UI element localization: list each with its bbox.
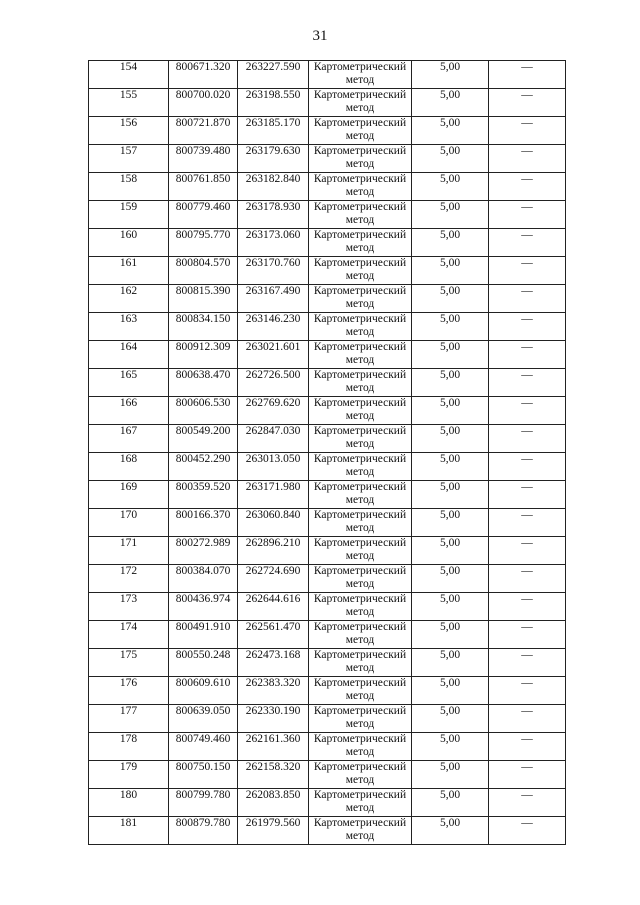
- table-row: [89, 509, 566, 537]
- table-row: [89, 201, 566, 229]
- y-coordinate-cell: 262383.320: [238, 677, 309, 705]
- x-coordinate-cell: 800804.570: [169, 257, 238, 285]
- method-cell: Картометрический метод: [309, 173, 412, 201]
- method-cell: Картометрический метод: [309, 61, 412, 89]
- point-number-cell: 166: [89, 397, 169, 425]
- precision-cell: 5,00: [412, 817, 489, 845]
- point-number-cell: 164: [89, 341, 169, 369]
- point-number-cell: 161: [89, 257, 169, 285]
- point-number-cell: 179: [89, 761, 169, 789]
- precision-cell: 5,00: [412, 201, 489, 229]
- y-coordinate-cell: 262769.620: [238, 397, 309, 425]
- precision-cell: 5,00: [412, 425, 489, 453]
- table-row: [89, 733, 566, 761]
- precision-cell: 5,00: [412, 761, 489, 789]
- point-number-cell: 174: [89, 621, 169, 649]
- table-row: [89, 453, 566, 481]
- description-cell: —: [489, 257, 566, 285]
- table-row: [89, 173, 566, 201]
- method-cell: Картометрический метод: [309, 649, 412, 677]
- point-number-cell: 158: [89, 173, 169, 201]
- description-cell: —: [489, 761, 566, 789]
- precision-cell: 5,00: [412, 397, 489, 425]
- precision-cell: 5,00: [412, 61, 489, 89]
- table-row: [89, 537, 566, 565]
- table-row: [89, 481, 566, 509]
- description-cell: —: [489, 285, 566, 313]
- precision-cell: 5,00: [412, 621, 489, 649]
- description-cell: —: [489, 61, 566, 89]
- point-number-cell: 170: [89, 509, 169, 537]
- point-number-cell: 162: [89, 285, 169, 313]
- table-row: [89, 229, 566, 257]
- table-row: [89, 705, 566, 733]
- y-coordinate-cell: 263013.050: [238, 453, 309, 481]
- table-row: [89, 313, 566, 341]
- table-row: [89, 761, 566, 789]
- method-cell: Картометрический метод: [309, 313, 412, 341]
- table-row: [89, 565, 566, 593]
- precision-cell: 5,00: [412, 537, 489, 565]
- method-cell: Картометрический метод: [309, 201, 412, 229]
- table-row: [89, 285, 566, 313]
- description-cell: —: [489, 705, 566, 733]
- method-cell: Картометрический метод: [309, 677, 412, 705]
- method-cell: Картометрический метод: [309, 593, 412, 621]
- page-number: 31: [312, 28, 328, 44]
- x-coordinate-cell: 800779.460: [169, 201, 238, 229]
- x-coordinate-cell: 800272.989: [169, 537, 238, 565]
- y-coordinate-cell: 262726.500: [238, 369, 309, 397]
- table-row: [89, 89, 566, 117]
- precision-cell: 5,00: [412, 733, 489, 761]
- x-coordinate-cell: 800452.290: [169, 453, 238, 481]
- description-cell: —: [489, 817, 566, 845]
- description-cell: —: [489, 677, 566, 705]
- x-coordinate-cell: 800359.520: [169, 481, 238, 509]
- method-cell: Картометрический метод: [309, 397, 412, 425]
- y-coordinate-cell: 263021.601: [238, 341, 309, 369]
- table-row: [89, 677, 566, 705]
- point-number-cell: 178: [89, 733, 169, 761]
- coordinates-table-body: [89, 61, 566, 845]
- point-number-cell: 154: [89, 61, 169, 89]
- precision-cell: 5,00: [412, 285, 489, 313]
- precision-cell: 5,00: [412, 313, 489, 341]
- description-cell: —: [489, 565, 566, 593]
- method-cell: Картометрический метод: [309, 481, 412, 509]
- table-row: [89, 369, 566, 397]
- point-number-cell: 175: [89, 649, 169, 677]
- y-coordinate-cell: 263198.550: [238, 89, 309, 117]
- y-coordinate-cell: 263167.490: [238, 285, 309, 313]
- x-coordinate-cell: 800739.480: [169, 145, 238, 173]
- description-cell: —: [489, 229, 566, 257]
- table-row: [89, 117, 566, 145]
- x-coordinate-cell: 800491.910: [169, 621, 238, 649]
- x-coordinate-cell: 800750.150: [169, 761, 238, 789]
- table-row: [89, 789, 566, 817]
- precision-cell: 5,00: [412, 117, 489, 145]
- method-cell: Картометрический метод: [309, 117, 412, 145]
- method-cell: Картометрический метод: [309, 257, 412, 285]
- point-number-cell: 160: [89, 229, 169, 257]
- coordinates-table: [88, 60, 566, 845]
- table-row: [89, 257, 566, 285]
- y-coordinate-cell: 263173.060: [238, 229, 309, 257]
- x-coordinate-cell: 800609.610: [169, 677, 238, 705]
- x-coordinate-cell: 800606.530: [169, 397, 238, 425]
- x-coordinate-cell: 800879.780: [169, 817, 238, 845]
- precision-cell: 5,00: [412, 369, 489, 397]
- description-cell: —: [489, 313, 566, 341]
- description-cell: —: [489, 341, 566, 369]
- x-coordinate-cell: 800639.050: [169, 705, 238, 733]
- y-coordinate-cell: 261979.560: [238, 817, 309, 845]
- y-coordinate-cell: 263060.840: [238, 509, 309, 537]
- x-coordinate-cell: 800436.974: [169, 593, 238, 621]
- method-cell: Картометрический метод: [309, 565, 412, 593]
- x-coordinate-cell: 800749.460: [169, 733, 238, 761]
- point-number-cell: 167: [89, 425, 169, 453]
- table-row: [89, 397, 566, 425]
- method-cell: Картометрический метод: [309, 285, 412, 313]
- y-coordinate-cell: 263146.230: [238, 313, 309, 341]
- table-row: [89, 593, 566, 621]
- precision-cell: 5,00: [412, 593, 489, 621]
- x-coordinate-cell: 800795.770: [169, 229, 238, 257]
- y-coordinate-cell: 263178.930: [238, 201, 309, 229]
- y-coordinate-cell: 262083.850: [238, 789, 309, 817]
- description-cell: —: [489, 481, 566, 509]
- point-number-cell: 168: [89, 453, 169, 481]
- y-coordinate-cell: 262161.360: [238, 733, 309, 761]
- precision-cell: 5,00: [412, 789, 489, 817]
- point-number-cell: 165: [89, 369, 169, 397]
- x-coordinate-cell: 800912.309: [169, 341, 238, 369]
- point-number-cell: 169: [89, 481, 169, 509]
- method-cell: Картометрический метод: [309, 705, 412, 733]
- x-coordinate-cell: 800799.780: [169, 789, 238, 817]
- method-cell: Картометрический метод: [309, 817, 412, 845]
- method-cell: Картометрический метод: [309, 89, 412, 117]
- method-cell: Картометрический метод: [309, 145, 412, 173]
- table-row: [89, 341, 566, 369]
- y-coordinate-cell: 262561.470: [238, 621, 309, 649]
- x-coordinate-cell: 800834.150: [169, 313, 238, 341]
- description-cell: —: [489, 733, 566, 761]
- point-number-cell: 171: [89, 537, 169, 565]
- point-number-cell: 180: [89, 789, 169, 817]
- table-row: [89, 649, 566, 677]
- precision-cell: 5,00: [412, 173, 489, 201]
- point-number-cell: 155: [89, 89, 169, 117]
- description-cell: —: [489, 117, 566, 145]
- y-coordinate-cell: 262724.690: [238, 565, 309, 593]
- y-coordinate-cell: 263170.760: [238, 257, 309, 285]
- description-cell: —: [489, 201, 566, 229]
- y-coordinate-cell: 262896.210: [238, 537, 309, 565]
- method-cell: Картометрический метод: [309, 733, 412, 761]
- table-row: [89, 425, 566, 453]
- description-cell: —: [489, 789, 566, 817]
- y-coordinate-cell: 262158.320: [238, 761, 309, 789]
- point-number-cell: 157: [89, 145, 169, 173]
- x-coordinate-cell: 800700.020: [169, 89, 238, 117]
- method-cell: Картометрический метод: [309, 369, 412, 397]
- x-coordinate-cell: 800549.200: [169, 425, 238, 453]
- precision-cell: 5,00: [412, 145, 489, 173]
- description-cell: —: [489, 593, 566, 621]
- y-coordinate-cell: 262473.168: [238, 649, 309, 677]
- precision-cell: 5,00: [412, 481, 489, 509]
- description-cell: —: [489, 89, 566, 117]
- point-number-cell: 172: [89, 565, 169, 593]
- point-number-cell: 159: [89, 201, 169, 229]
- point-number-cell: 173: [89, 593, 169, 621]
- y-coordinate-cell: 263185.170: [238, 117, 309, 145]
- x-coordinate-cell: 800761.850: [169, 173, 238, 201]
- method-cell: Картометрический метод: [309, 341, 412, 369]
- point-number-cell: 176: [89, 677, 169, 705]
- description-cell: —: [489, 621, 566, 649]
- point-number-cell: 181: [89, 817, 169, 845]
- y-coordinate-cell: 263179.630: [238, 145, 309, 173]
- precision-cell: 5,00: [412, 453, 489, 481]
- precision-cell: 5,00: [412, 565, 489, 593]
- description-cell: —: [489, 145, 566, 173]
- method-cell: Картометрический метод: [309, 761, 412, 789]
- x-coordinate-cell: 800550.248: [169, 649, 238, 677]
- precision-cell: 5,00: [412, 341, 489, 369]
- x-coordinate-cell: 800815.390: [169, 285, 238, 313]
- x-coordinate-cell: 800384.070: [169, 565, 238, 593]
- description-cell: —: [489, 453, 566, 481]
- y-coordinate-cell: 262330.190: [238, 705, 309, 733]
- description-cell: —: [489, 649, 566, 677]
- point-number-cell: 156: [89, 117, 169, 145]
- method-cell: Картометрический метод: [309, 425, 412, 453]
- precision-cell: 5,00: [412, 677, 489, 705]
- description-cell: —: [489, 397, 566, 425]
- y-coordinate-cell: 262847.030: [238, 425, 309, 453]
- y-coordinate-cell: 262644.616: [238, 593, 309, 621]
- description-cell: —: [489, 509, 566, 537]
- x-coordinate-cell: 800721.870: [169, 117, 238, 145]
- x-coordinate-cell: 800638.470: [169, 369, 238, 397]
- method-cell: Картометрический метод: [309, 229, 412, 257]
- description-cell: —: [489, 537, 566, 565]
- y-coordinate-cell: 263182.840: [238, 173, 309, 201]
- method-cell: Картометрический метод: [309, 453, 412, 481]
- description-cell: —: [489, 369, 566, 397]
- table-row: [89, 61, 566, 89]
- description-cell: —: [489, 173, 566, 201]
- method-cell: Картометрический метод: [309, 509, 412, 537]
- precision-cell: 5,00: [412, 89, 489, 117]
- description-cell: —: [489, 425, 566, 453]
- x-coordinate-cell: 800166.370: [169, 509, 238, 537]
- method-cell: Картометрический метод: [309, 537, 412, 565]
- point-number-cell: 177: [89, 705, 169, 733]
- precision-cell: 5,00: [412, 229, 489, 257]
- method-cell: Картометрический метод: [309, 789, 412, 817]
- x-coordinate-cell: 800671.320: [169, 61, 238, 89]
- y-coordinate-cell: 263227.590: [238, 61, 309, 89]
- point-number-cell: 163: [89, 313, 169, 341]
- precision-cell: 5,00: [412, 509, 489, 537]
- precision-cell: 5,00: [412, 705, 489, 733]
- precision-cell: 5,00: [412, 649, 489, 677]
- precision-cell: 5,00: [412, 257, 489, 285]
- y-coordinate-cell: 263171.980: [238, 481, 309, 509]
- table-row: [89, 621, 566, 649]
- table-row: [89, 145, 566, 173]
- table-row: [89, 817, 566, 845]
- method-cell: Картометрический метод: [309, 621, 412, 649]
